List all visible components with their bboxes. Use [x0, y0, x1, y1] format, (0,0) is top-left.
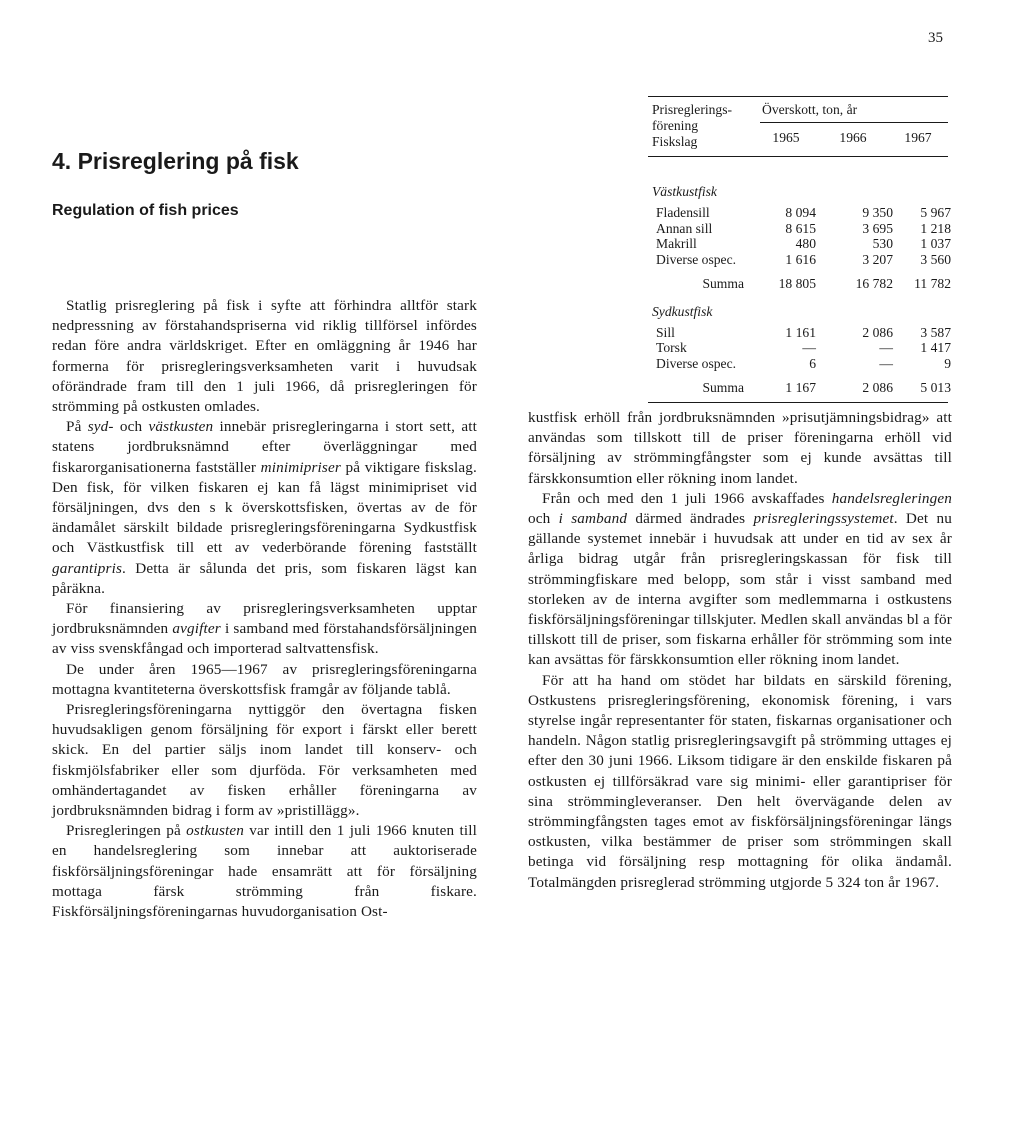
text-run: var intill den 1 juli 1966 knuten till en handelsreglering som innebar att auktoriserade fiskförsäljningsföreningar hade ensamrätt att för försäljning mottaga färsk strömming från fiskare. Fiskförsäljningsföreningarnas huvudorganisation Ost-	[52, 822, 477, 921]
emphasized-text: handelsregleringen	[831, 489, 952, 507]
table-cell: 3 587	[920, 324, 951, 340]
table-sum-label: Summa	[702, 276, 744, 291]
table-cell: 8 615	[785, 220, 816, 236]
right-text-column	[528, 408, 952, 893]
table-sum-cell: 1 167	[785, 380, 816, 395]
text-run: på viktigare fiskslag. Den fisk, för vilken fiskaren ej kan få lägst minimipriset vid försäljningen, dvs den s k överskottsfisken, övertas av de för ändamålet särskilt bildade prisregleringsföreningarna Sydkustfisk och Västkustfisk till ett av vederbörande förening fastställt	[52, 458, 477, 557]
table-bottom-rule	[648, 402, 948, 403]
text-run: Prisregleringen på	[66, 822, 187, 840]
table-sum-cell: 5 013	[920, 380, 951, 395]
table-row-label: Makrill	[656, 236, 697, 251]
table-row	[648, 236, 951, 252]
paragraph	[528, 489, 952, 671]
text-run: Statlig prisreglering på fisk i syfte att förhindra alltför stark nedpressning av förstahandspriserna vid riklig tillförsel infördes redan före andra världskriget. Efter en omläggning år 1946 har formerna för prisregleringsverksamheten varit i huvudsak oförändrade fram till den 1 juli 1966, då prisregleringen för strömming på ostkusten omlades.	[52, 297, 477, 416]
table-row-label: Annan sill	[656, 220, 713, 236]
table-cell: 6	[809, 355, 816, 371]
table-cell: —	[802, 340, 816, 355]
table-sum-row	[648, 380, 951, 396]
text-run: och	[528, 510, 559, 528]
emphasized-text: garantipris	[52, 559, 123, 577]
text-run: . Detta är sålunda det pris, som fiskaren lägst kan påräkna.	[52, 559, 477, 597]
text-run: innebär prisregleringarna i stort sett, att statens jordbruksnämnd efter överläggningar med fiskarorganisationerna fastställer	[52, 418, 477, 476]
text-run: och	[113, 418, 149, 436]
table-sum-cell: 11 782	[914, 276, 951, 291]
table-cell: 3 560	[920, 251, 951, 267]
paragraph	[52, 700, 477, 821]
text-run: i samband med förstahandsförsäljningen av viss svenskfångad och importerad saltvattensfisk.	[52, 620, 477, 658]
table-row	[648, 355, 951, 372]
table-cell: 530	[872, 236, 893, 251]
emphasized-text: syd-	[87, 418, 114, 436]
table-header-inner-rule	[760, 122, 948, 123]
table-cell: —	[879, 355, 893, 371]
table-row-label: Diverse ospec.	[656, 251, 737, 267]
table-cell: —	[879, 340, 893, 355]
table-cell: 1 161	[785, 324, 816, 340]
table-top-rule	[648, 96, 948, 97]
table-sum-row	[648, 276, 951, 292]
table-row	[648, 340, 951, 356]
table-row-label: Fladensill	[656, 205, 710, 220]
text-run: På	[66, 418, 88, 436]
text-run: För att ha hand om stödet har bildats en särskild förening, Ostkustens prisregleringsförening, ekonomisk förening, i vars styrelse ingår representanter för staten, fiskarnas organisationer och handeln. Någon statlig prisregleringsavgift på strömming uttages ej efter den 30 juni 1966. Liksom tidigare är den enskilde fiskaren på ostkusten ej tillförsäkrad vare sig minimi- eller garantipriser för sina strömmingleveranser. Den helt övervägande delen av strömmingfångsten tages emot av fiskförsäljningsföreningar längs ostkusten, vilka bestämmer de priser som strömmingen skall betinga vid försäljning resp mottagning för olika ändamål. Totalmängden prisreglerad strömming utgjorde 5 324 ton år 1967.	[528, 671, 952, 891]
emphasized-text: i samband	[558, 510, 628, 528]
surplus-fish-table	[648, 96, 951, 403]
table-cell: 3 207	[862, 251, 893, 267]
table-cell: 1 037	[920, 236, 951, 251]
table-sum-cell: 18 805	[778, 276, 816, 291]
emphasized-text: avgifter	[172, 620, 221, 638]
table-row-label: Sill	[656, 324, 675, 340]
chapter-heading: 4. Prisreglering på fisk	[52, 148, 299, 174]
paragraph	[52, 660, 477, 700]
table-header-year-1967: 1967	[904, 130, 932, 145]
table-cell: 3 695	[862, 220, 893, 236]
table-group-title: Västkustfisk	[652, 184, 717, 199]
paragraph	[528, 671, 952, 893]
table-row	[648, 251, 951, 268]
emphasized-text: minimipriser	[260, 458, 341, 476]
table-cell: 8 094	[785, 205, 816, 220]
table-sum-label: Summa	[702, 380, 744, 395]
table-row	[648, 220, 951, 237]
table-header	[648, 96, 948, 182]
text-run: De under åren 1965—1967 av prisregleringsföreningarna mottagna kvantiteterna överskottsfisk framgår av följande tablå.	[52, 660, 477, 698]
text-run: därmed ändrades	[627, 510, 754, 528]
table-sum-cell: 16 782	[855, 276, 893, 291]
emphasized-text: ostkusten	[186, 822, 245, 840]
text-run: Prisregleringsföreningarna nyttiggör den övertagna fisken huvudsakligen genom försäljning för export i färskt eller berett skick. En del partier säljs inom landet till konserv- och fiskmjölsfabriker eller som djurföda. För verksamheten med omhändertagandet av fisken erhåller föreningarna av jordbruksnämnden bidrag i form av »pristillägg».	[52, 701, 477, 820]
left-text-column	[52, 296, 477, 922]
paragraph	[52, 417, 477, 599]
table-header-year-1965: 1965	[772, 130, 800, 145]
table-cell: 1 616	[785, 251, 816, 267]
text-run: För finansiering av prisregleringsverksamheten upptar jordbruksnämnden	[52, 600, 477, 638]
table-cell: 1 218	[920, 220, 951, 236]
table-header-association-line3: Fiskslag	[652, 134, 698, 149]
table-header-surplus: Överskott, ton, år	[762, 102, 858, 117]
table-cell: 1 417	[920, 340, 951, 355]
table-header-association-line2: förening	[652, 118, 699, 133]
paragraph	[52, 821, 477, 922]
table-header-bottom-rule	[648, 156, 948, 157]
emphasized-text: prisregleringssystemet	[753, 510, 894, 528]
paragraph	[52, 296, 477, 417]
table-row	[648, 205, 951, 221]
page-number: 35	[928, 30, 943, 46]
table-row-label: Diverse ospec.	[656, 355, 737, 371]
table-row	[648, 324, 951, 341]
table-cell: 2 086	[862, 324, 893, 340]
table-header-year-1966: 1966	[839, 130, 867, 145]
table-group	[648, 303, 951, 396]
text-run: . Det nu gällande systemet innebär i huvudsak att under en tid av sex år årliga bidrag utgår från prisregleringskassan för fisk till strömmingfiskare med belopp, som står i visst samband med storleken av de interna avgifter som medlemmarna i ostkustens fiskförsäljningsföreningar tillskjuter. Medlen skall användas bl a för tillskott till de priser, som fiskarna erhåller för strömming som inte kan avsättas för färskkonsumtion eller rökning inom landet.	[528, 510, 953, 669]
table-header-association-line1: Prisreglerings-	[652, 102, 733, 117]
text-run: Från och med den 1 juli 1966 avskaffades	[542, 489, 832, 507]
table-cell: 480	[795, 236, 816, 251]
table-header-association	[652, 102, 732, 150]
table-body	[648, 184, 951, 396]
text-run: kustfisk erhöll från jordbruksnämnden »prisutjämningsbidrag» att användas som tillskott till de priser föreningarna erhöll vid försäljning av strömmingfångster som ej kunde avsättas till färskkonsumtion eller rökning inom landet.	[528, 409, 952, 487]
table-cell: 9 350	[862, 205, 893, 220]
table-cell: 5 967	[920, 205, 951, 220]
paragraph	[52, 599, 477, 660]
table-row-label: Torsk	[656, 340, 687, 355]
table-cell: 9	[944, 355, 951, 371]
table-sum-cell: 2 086	[862, 380, 893, 395]
emphasized-text: västkusten	[148, 418, 214, 436]
table-group	[648, 184, 951, 292]
table-group-title: Sydkustfisk	[652, 303, 713, 319]
chapter-subtitle: Regulation of fish prices	[52, 202, 239, 219]
paragraph	[528, 408, 952, 489]
